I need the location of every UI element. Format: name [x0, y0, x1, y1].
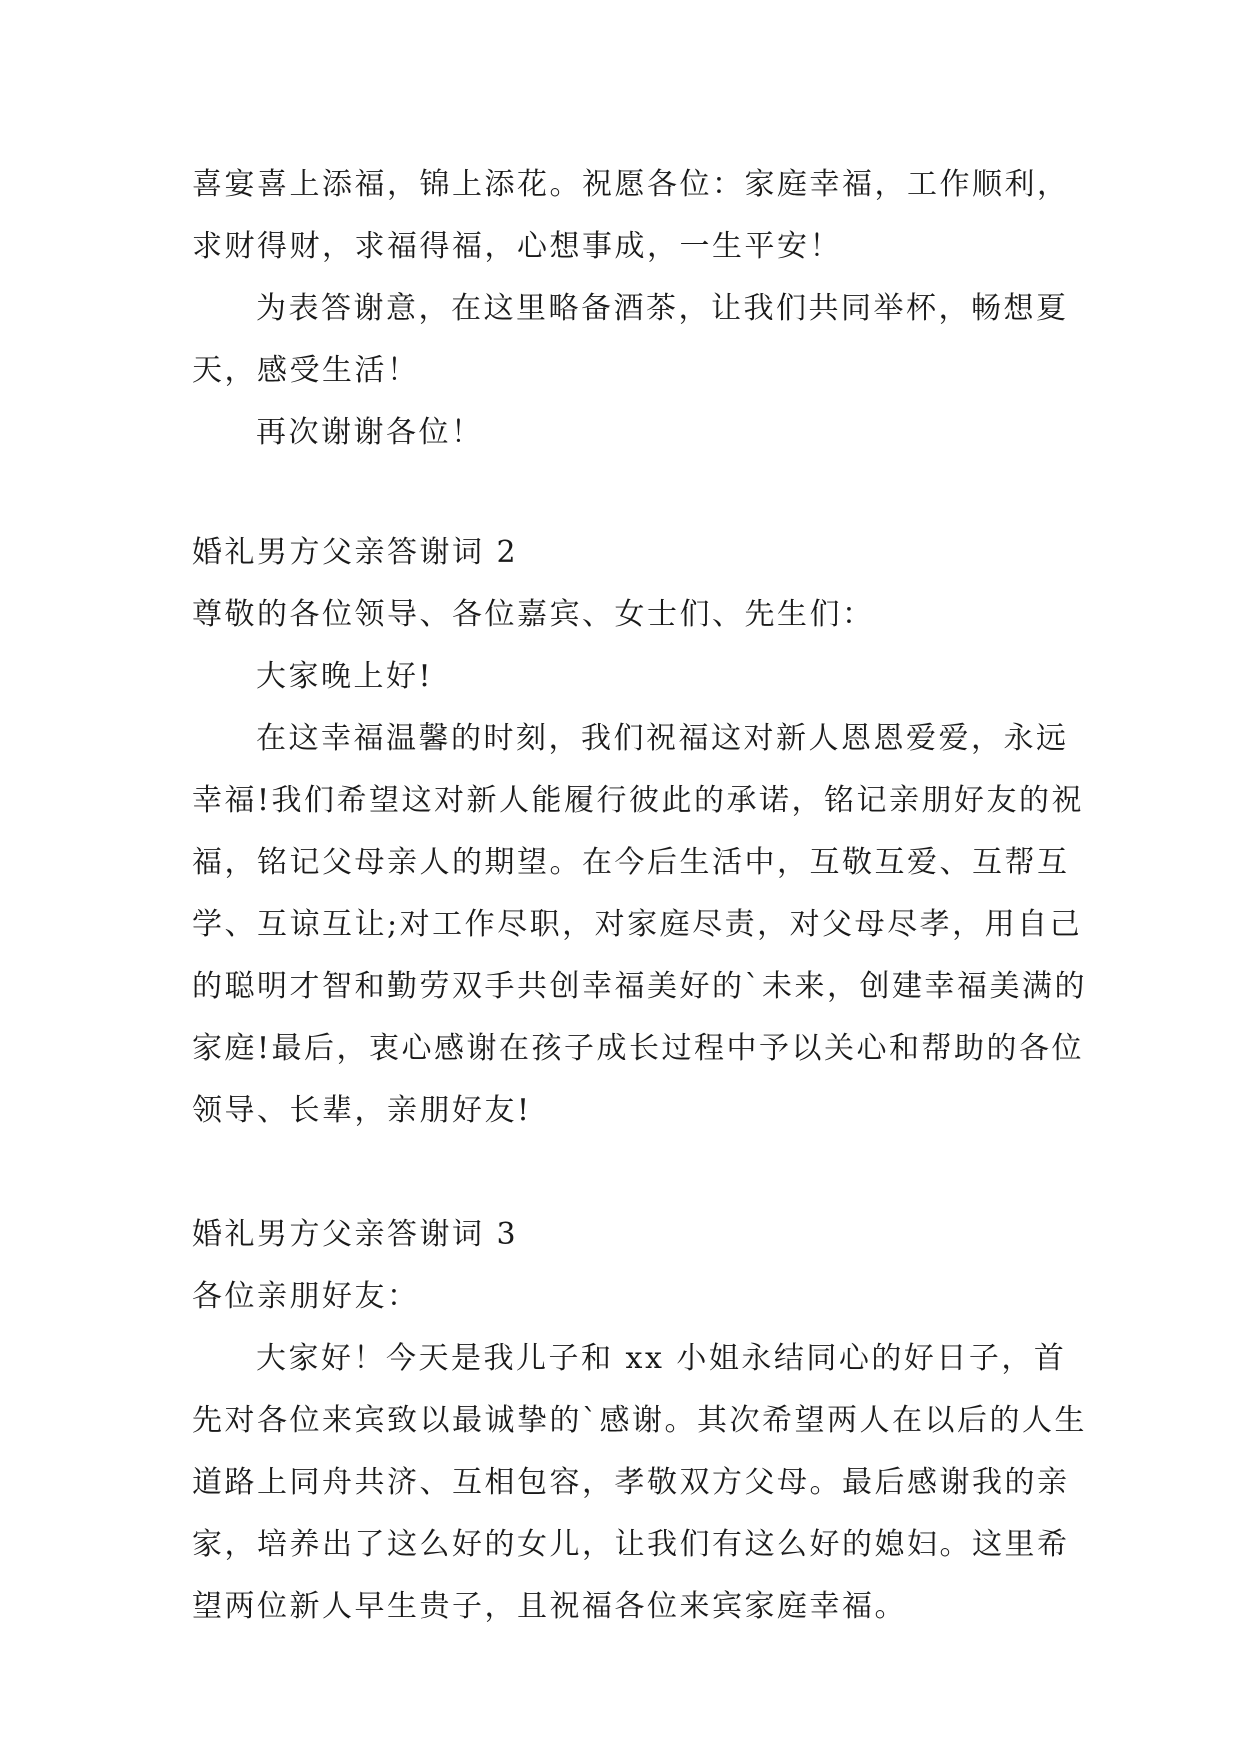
paragraph: 再次谢谢各位！ [256, 415, 484, 450]
paragraph: 为表答谢意，在这里略备酒茶，让我们共同举杯，畅想夏天，感受生活！ [192, 291, 1069, 388]
greeting: 大家晚上好! [256, 659, 434, 694]
document-body [192, 154, 1092, 1638]
paragraph: 在这幸福温馨的时刻，我们祝福这对新人恩恩爱爱，永远幸福!我们希望这对新人能履行彼此的承诺，铭记亲朋好友的祝福，铭记父母亲人的期望。在今后生活中，互敬互爱、互帮互学、互谅互让;对工作尽职，对家庭尽责，对父母尽孝，用自己的聪明才智和勤劳双手共创幸福美好的`未来，创建幸福美满的家庭!最后，衷心感谢在孩子成长过程中予以关心和帮助的各位领导、长辈，亲朋好友! [192, 721, 1087, 1128]
section-title: 婚礼男方父亲答谢词 2 [192, 535, 519, 570]
salutation: 各位亲朋好友： [192, 1279, 420, 1314]
salutation: 尊敬的各位领导、各位嘉宾、女士们、先生们： [192, 597, 875, 632]
paragraph: 大家好！今天是我儿子和 xx 小姐永结同心的好日子，首先对各位来宾致以最诚挚的`感谢。其次希望两人在以后的人生道路上同舟共济、互相包容，孝敬双方父母。最后感谢我的亲家，培养出了这么好的女儿，让我们有这么好的媳妇。这里希望两位新人早生贵子，且祝福各位来宾家庭幸福。 [192, 1341, 1087, 1624]
section-title: 婚礼男方父亲答谢词 3 [192, 1217, 519, 1252]
paragraph: 喜宴喜上添福，锦上添花。祝愿各位：家庭幸福，工作顺利，求财得财，求福得福，心想事成，一生平安！ [192, 167, 1070, 264]
